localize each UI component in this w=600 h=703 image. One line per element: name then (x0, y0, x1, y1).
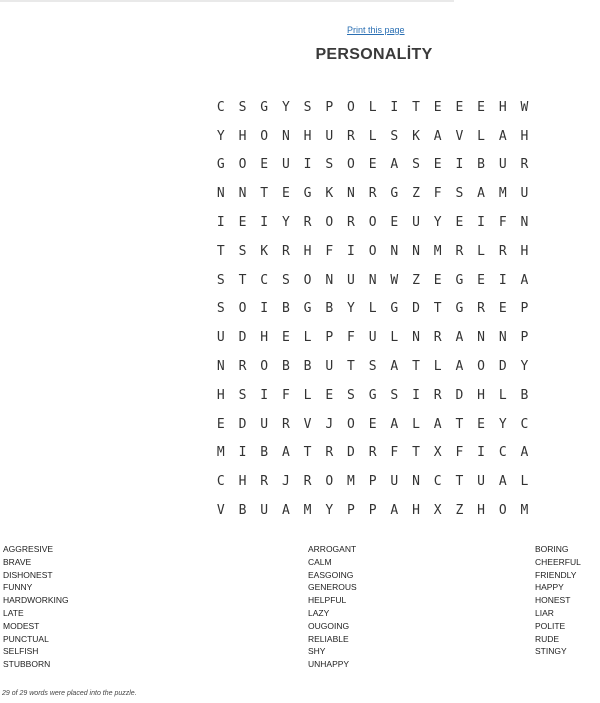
word-list-item: RUDE (535, 633, 560, 644)
grid-cell: Y (325, 503, 334, 519)
grid-cell: Y (433, 215, 442, 231)
word-list-item: MODEST (3, 620, 40, 631)
grid-cell: E (433, 157, 442, 173)
grid-cell: R (455, 243, 464, 259)
grid-cell: C (433, 474, 442, 490)
grid-row (210, 352, 535, 381)
grid-cell: R (347, 128, 355, 144)
grid-cell: O (260, 359, 269, 375)
grid-cell: R (433, 387, 442, 403)
grid-cell: R (520, 157, 529, 173)
word-list-item: LAZY (308, 607, 330, 618)
grid-cell: I (455, 157, 464, 173)
grid-cell: A (455, 330, 464, 346)
grid-cell: H (477, 503, 485, 519)
grid-row (210, 208, 535, 237)
grid-cell: I (260, 301, 269, 317)
grid-cell: S (281, 272, 290, 288)
word-column-2 (308, 543, 357, 671)
grid-row (210, 467, 535, 496)
grid-cell: Y (281, 99, 290, 115)
grid-row (210, 439, 535, 468)
grid-cell: S (216, 272, 225, 288)
word-list-item: PUNCTUAL (3, 633, 49, 644)
grid-cell: P (368, 474, 377, 490)
grid-cell: F (325, 243, 334, 259)
word-list (0, 543, 600, 673)
grid-cell: A (520, 272, 529, 288)
grid-cell: E (238, 215, 247, 231)
grid-cell: H (303, 243, 312, 259)
grid-cell: D (455, 387, 464, 403)
grid-cell: U (520, 186, 529, 202)
grid-cell: B (303, 359, 312, 375)
grid-cell: H (238, 474, 247, 490)
grid-cell: S (325, 157, 334, 173)
grid-cell: I (216, 215, 225, 231)
grid-cell: Y (281, 215, 290, 231)
grid-cell: U (216, 330, 225, 346)
grid-cell: B (477, 157, 485, 173)
grid-cell: O (238, 157, 247, 173)
word-list-item: CALM (308, 556, 332, 567)
grid-cell: C (216, 99, 225, 115)
grid-cell: I (477, 215, 485, 231)
grid-cell: J (325, 416, 334, 432)
grid-cell: G (390, 186, 399, 202)
grid-cell: O (238, 301, 247, 317)
grid-cell: S (390, 128, 399, 144)
grid-cell: S (238, 243, 247, 259)
grid-cell: U (390, 474, 399, 490)
grid-cell: U (347, 272, 355, 288)
grid-cell: I (477, 445, 485, 461)
grid-cell: F (455, 445, 464, 461)
grid-cell: X (433, 445, 442, 461)
grid-cell: S (412, 157, 420, 173)
grid-cell: Z (412, 186, 420, 202)
grid-cell: T (412, 359, 420, 375)
grid-cell: T (347, 359, 355, 375)
grid-cell: E (455, 215, 464, 231)
grid-cell: H (303, 128, 312, 144)
grid-cell: U (412, 215, 420, 231)
grid-cell: N (325, 272, 334, 288)
grid-row (210, 266, 535, 295)
grid-cell: E (477, 272, 485, 288)
grid-cell: B (281, 359, 290, 375)
grid-cell: F (498, 215, 507, 231)
grid-cell: F (433, 186, 442, 202)
grid-cell: Y (498, 416, 507, 432)
grid-cell: O (260, 128, 269, 144)
word-list-item: FUNNY (3, 582, 33, 593)
grid-cell: S (216, 301, 225, 317)
grid-cell: L (433, 359, 442, 375)
grid-cell: N (412, 243, 420, 259)
grid-cell: E (433, 99, 442, 115)
grid-cell: P (325, 330, 334, 346)
grid-cell: R (498, 243, 507, 259)
grid-cell: X (433, 503, 442, 519)
grid-row (210, 323, 535, 352)
grid-cell: O (347, 157, 355, 173)
grid-cell: L (520, 474, 529, 490)
word-list-item: RELIABLE (308, 633, 349, 644)
grid-cell: E (390, 215, 399, 231)
grid-cell: R (347, 215, 355, 231)
grid-cell: S (303, 99, 312, 115)
grid-cell: O (347, 416, 355, 432)
grid-cell: R (303, 474, 312, 490)
grid-cell: H (238, 128, 247, 144)
grid-cell: A (390, 157, 399, 173)
word-list-item: BORING (535, 544, 569, 554)
grid-cell: S (347, 387, 355, 403)
grid-cell: W (520, 99, 529, 115)
grid-cell: I (260, 215, 269, 231)
grid-cell: T (216, 243, 225, 259)
grid-cell: D (347, 445, 355, 461)
grid-cell: F (390, 445, 399, 461)
grid-cell: O (477, 359, 485, 375)
grid-cell: B (260, 445, 269, 461)
grid-cell: I (238, 445, 247, 461)
grid-cell: K (325, 186, 334, 202)
word-list-item: FRIENDLY (535, 569, 577, 580)
grid-cell: W (390, 272, 399, 288)
grid-cell: S (238, 99, 247, 115)
grid-cell: R (303, 215, 312, 231)
grid-cell: I (412, 387, 420, 403)
grid-cell: B (520, 387, 529, 403)
grid-cell: M (498, 186, 507, 202)
word-list-item: LATE (3, 607, 24, 618)
grid-cell: N (238, 186, 247, 202)
grid-cell: V (216, 503, 225, 519)
grid-cell: B (238, 503, 247, 519)
grid-cell: Z (455, 503, 464, 519)
grid-cell: U (260, 503, 269, 519)
word-list-item: EASGOING (308, 569, 354, 580)
word-list-item: OUGOING (308, 620, 350, 631)
grid-cell: E (477, 416, 485, 432)
grid-cell: I (347, 243, 355, 259)
grid-cell: N (477, 330, 485, 346)
grid-cell: T (412, 445, 420, 461)
page-title: PERSONALİTY (315, 46, 433, 63)
grid-cell: D (238, 330, 247, 346)
grid-cell: P (368, 503, 377, 519)
grid-cell: A (390, 359, 399, 375)
grid-cell: R (281, 416, 290, 432)
grid-cell: N (520, 215, 529, 231)
grid-cell: N (412, 474, 420, 490)
grid-cell: E (368, 416, 377, 432)
grid-cell: E (325, 387, 334, 403)
word-list-item: SHY (308, 646, 326, 657)
grid-cell: H (520, 128, 529, 144)
grid-cell: E (216, 416, 225, 432)
grid-row (210, 295, 535, 324)
grid-cell: R (433, 330, 442, 346)
grid-cell: U (281, 157, 290, 173)
word-list-item: AGGRESIVE (3, 544, 54, 554)
grid-cell: D (238, 416, 247, 432)
grid-cell: A (281, 503, 290, 519)
grid-cell: I (260, 387, 269, 403)
grid-cell: I (390, 99, 399, 115)
word-list-item: POLITE (535, 620, 566, 631)
grid-cell: A (390, 416, 399, 432)
word-list-item: UNHAPPY (308, 659, 350, 670)
grid-cell: P (347, 503, 355, 519)
grid-cell: U (260, 416, 269, 432)
grid-cell: I (303, 157, 312, 173)
grid-cell: G (303, 301, 312, 317)
grid-cell: O (498, 503, 507, 519)
grid-cell: N (347, 186, 355, 202)
grid-cell: L (412, 416, 420, 432)
word-list-item: BRAVE (3, 556, 32, 567)
grid-cell: U (325, 359, 334, 375)
grid-cell: R (477, 301, 485, 317)
grid-cell: P (520, 330, 529, 346)
grid-cell: O (325, 215, 334, 231)
grid-cell: G (455, 272, 464, 288)
grid-cell: H (498, 99, 507, 115)
grid-cell: G (260, 99, 269, 115)
grid-cell: B (325, 301, 334, 317)
grid-cell: E (281, 330, 290, 346)
letter-grid (210, 93, 535, 525)
grid-cell: N (216, 186, 225, 202)
grid-cell: L (390, 330, 399, 346)
grid-cell: A (498, 128, 507, 144)
grid-cell: G (390, 301, 399, 317)
grid-cell: M (347, 474, 355, 490)
grid-cell: Y (347, 301, 355, 317)
grid-row (210, 122, 535, 151)
grid-cell: K (260, 243, 269, 259)
grid-cell: L (303, 330, 312, 346)
grid-cell: D (412, 301, 420, 317)
grid-cell: E (498, 301, 507, 317)
grid-cell: T (303, 445, 312, 461)
grid-row (210, 381, 535, 410)
grid-cell: L (368, 99, 377, 115)
grid-cell: H (412, 503, 420, 519)
grid-cell: F (281, 387, 290, 403)
grid-cell: E (260, 157, 269, 173)
word-list-item: HARDWORKING (3, 595, 69, 606)
grid-cell: E (477, 99, 485, 115)
word-column-1 (3, 543, 69, 671)
grid-cell: A (433, 416, 442, 432)
grid-cell: V (303, 416, 312, 432)
grid-cell: A (477, 186, 485, 202)
grid-cell: T (433, 301, 442, 317)
grid-cell: C (260, 272, 269, 288)
grid-cell: Y (216, 128, 225, 144)
grid-cell: M (433, 243, 442, 259)
grid-cell: N (390, 243, 399, 259)
grid-row (210, 179, 535, 208)
grid-cell: Z (412, 272, 420, 288)
grid-cell: S (368, 359, 377, 375)
grid-cell: O (368, 243, 377, 259)
grid-cell: E (281, 186, 290, 202)
grid-cell: O (303, 272, 312, 288)
grid-cell: T (455, 416, 464, 432)
grid-cell: L (303, 387, 312, 403)
grid-cell: R (368, 186, 377, 202)
grid-cell: E (455, 99, 464, 115)
grid-cell: O (368, 215, 377, 231)
grid-row (210, 151, 535, 180)
grid-cell: G (455, 301, 464, 317)
grid-cell: G (216, 157, 225, 173)
grid-cell: V (455, 128, 464, 144)
grid-cell: O (347, 99, 355, 115)
word-list-item: STINGY (535, 646, 567, 657)
grid-cell: C (216, 474, 225, 490)
word-list-item: HAPPY (535, 582, 564, 593)
grid-cell: T (238, 272, 247, 288)
grid-row (210, 93, 535, 122)
grid-cell: C (498, 445, 507, 461)
word-list-item: LIAR (535, 607, 554, 618)
word-list-item: HONEST (535, 595, 571, 606)
grid-cell: I (498, 272, 507, 288)
top-divider (0, 0, 454, 2)
grid-cell: R (260, 474, 269, 490)
grid-cell: E (433, 272, 442, 288)
grid-cell: U (498, 157, 507, 173)
grid-cell: P (520, 301, 529, 317)
grid-cell: H (216, 387, 225, 403)
grid-cell: U (368, 330, 377, 346)
grid-cell: L (477, 243, 485, 259)
grid-cell: A (520, 445, 529, 461)
grid-cell: E (368, 157, 377, 173)
grid-cell: H (477, 387, 485, 403)
grid-row (210, 237, 535, 266)
grid-cell: N (368, 272, 377, 288)
grid-cell: U (325, 128, 334, 144)
grid-cell: R (368, 445, 377, 461)
grid-cell: A (498, 474, 507, 490)
grid-cell: N (216, 359, 225, 375)
grid-cell: G (368, 387, 377, 403)
grid-cell: P (325, 99, 334, 115)
grid-cell: T (412, 99, 420, 115)
grid-cell: L (498, 387, 507, 403)
placement-summary: 29 of 29 words were placed into the puzzle. (2, 690, 137, 697)
grid-cell: M (303, 503, 312, 519)
word-list-item: STUBBORN (3, 659, 51, 670)
grid-cell: R (325, 445, 334, 461)
word-list-item: GENEROUS (308, 582, 357, 593)
word-list-item: SELFISH (3, 646, 39, 657)
grid-cell: S (455, 186, 464, 202)
grid-cell: M (520, 503, 529, 519)
grid-row (210, 496, 535, 525)
word-list-item: DISHONEST (3, 569, 53, 580)
grid-cell: N (281, 128, 290, 144)
word-list-item: CHEERFUL (535, 556, 581, 567)
grid-cell: H (260, 330, 269, 346)
grid-cell: S (390, 387, 399, 403)
grid-cell: S (238, 387, 247, 403)
grid-cell: L (368, 128, 377, 144)
grid-cell: M (216, 445, 225, 461)
grid-cell: A (281, 445, 290, 461)
grid-cell: A (390, 503, 399, 519)
grid-cell: G (303, 186, 312, 202)
grid-cell: L (477, 128, 485, 144)
grid-cell: C (520, 416, 529, 432)
grid-row (210, 410, 535, 439)
print-page-link[interactable]: Print this page (347, 25, 405, 35)
grid-cell: Y (520, 359, 529, 375)
word-list-item: ARROGANT (308, 544, 357, 554)
grid-cell: A (455, 359, 464, 375)
grid-cell: U (477, 474, 485, 490)
grid-cell: J (281, 474, 290, 490)
grid-cell: T (260, 186, 269, 202)
grid-cell: L (368, 301, 377, 317)
grid-cell: R (238, 359, 247, 375)
word-list-item: HELPFUL (308, 595, 347, 606)
word-column-3 (535, 543, 581, 658)
grid-cell: K (412, 128, 420, 144)
grid-cell: O (325, 474, 334, 490)
grid-cell: T (455, 474, 464, 490)
grid-cell: N (412, 330, 420, 346)
grid-cell: N (498, 330, 507, 346)
grid-cell: A (433, 128, 442, 144)
grid-cell: F (347, 330, 355, 346)
grid-cell: D (498, 359, 507, 375)
grid-cell: B (281, 301, 290, 317)
grid-cell: R (281, 243, 290, 259)
grid-cell: H (520, 243, 529, 259)
